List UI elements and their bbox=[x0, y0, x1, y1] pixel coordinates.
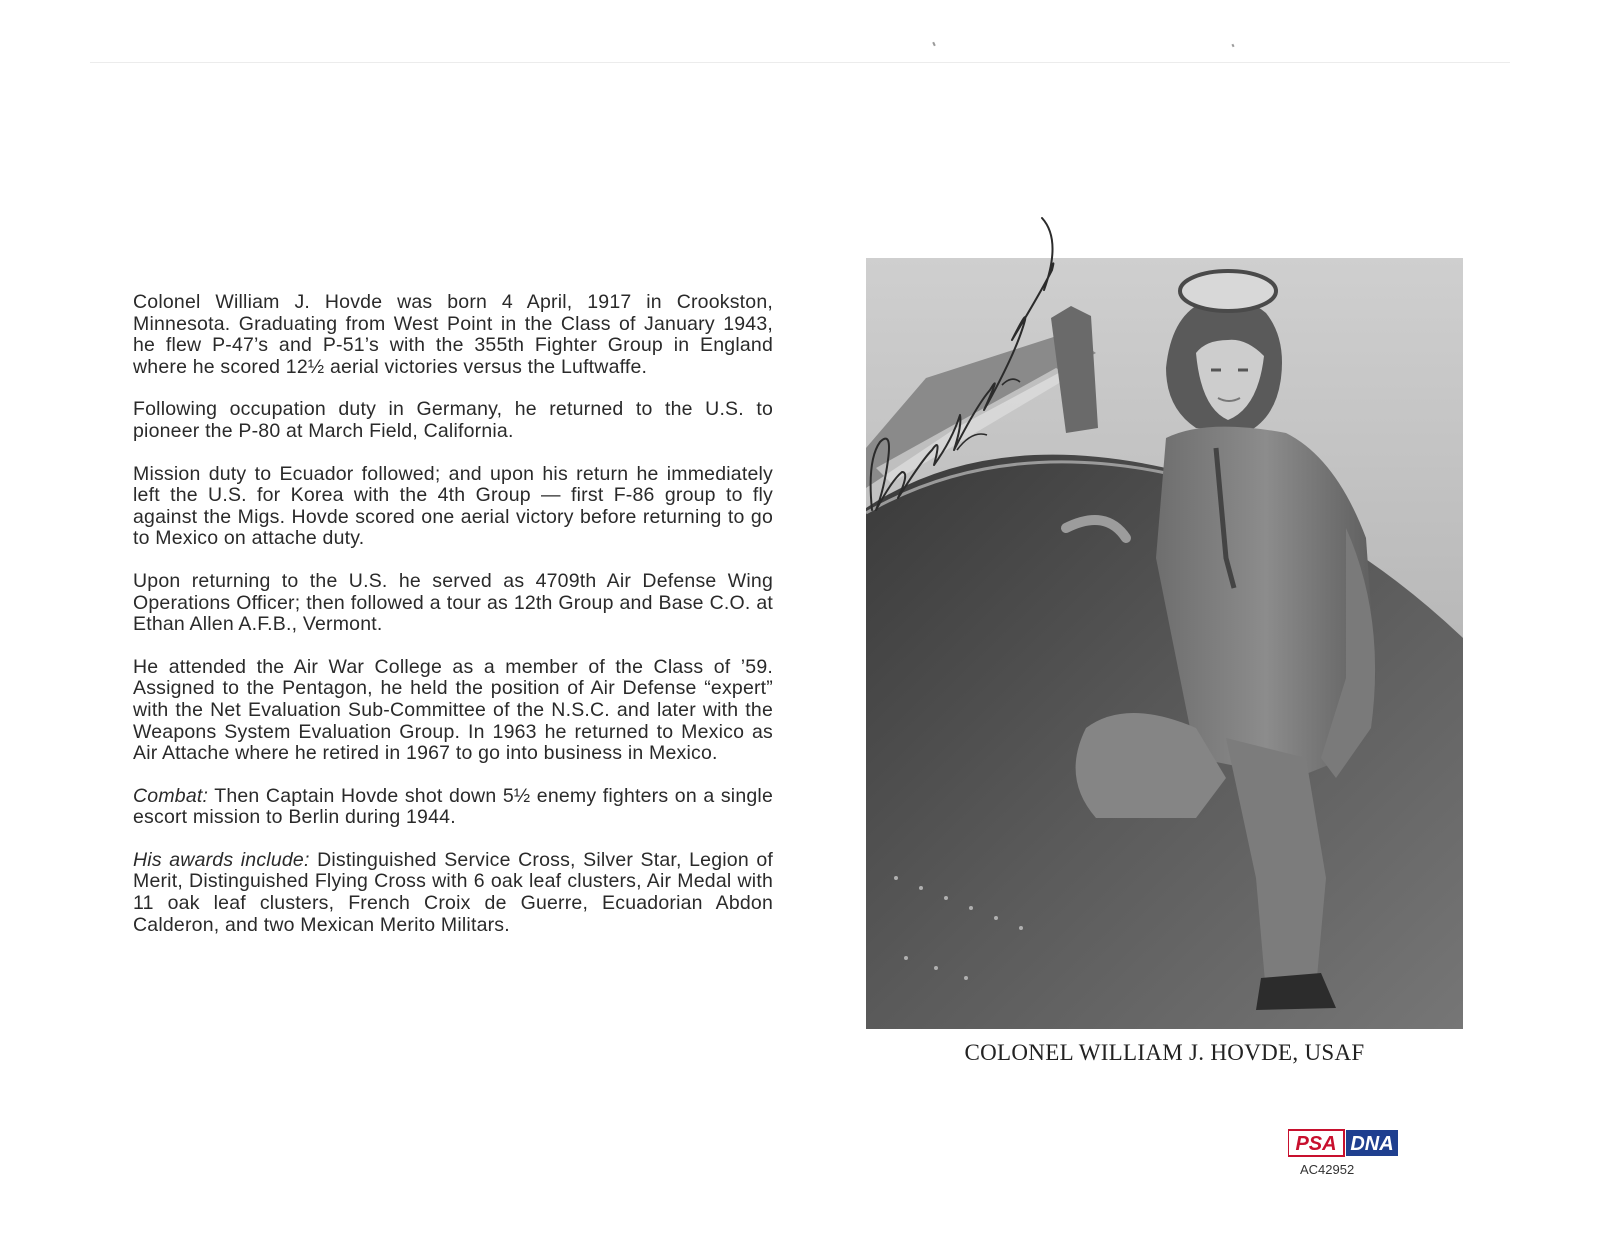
combat-lead: Combat: bbox=[133, 784, 209, 807]
bio-paragraph-3-text: Mission duty to Ecuador followed; and upon his return he immediately left the U.S. for Korea with the 4th Group — first F-86 group to fly against the Migs. Hovde scored one aerial victory before returning to go to Mexico on attache duty. bbox=[133, 462, 773, 550]
photo-caption: COLONEL WILLIAM J. HOVDE, USAF bbox=[964, 1040, 1365, 1065]
bio-paragraph-1 bbox=[133, 292, 773, 378]
dna-logo-text: DNA bbox=[1350, 1133, 1394, 1155]
bio-paragraph-combat bbox=[133, 786, 773, 829]
authentication-code: AC42952 bbox=[1300, 1162, 1355, 1177]
bio-paragraph-4-text: Upon returning to the U.S. he served as 4709th Air Defense Wing Operations Officer; then followed a tour as 12th Group and Base C.O. at Ethan Allen A.F.B., Vermont. bbox=[133, 569, 773, 636]
psa-logo-text: PSA bbox=[1295, 1133, 1337, 1155]
combat-text: Then Captain Hovde shot down 5½ enemy fighters on a single escort mission to Berlin during 1944. bbox=[133, 784, 773, 829]
paper-speck bbox=[932, 42, 936, 46]
bio-paragraph-1-text: Colonel William J. Hovde was born 4 April, 1917 in Crookston, Minnesota. Graduating from West Point in the Class of January 1943, he flew P-47’s and P-51’s with the 355th Fighter Group in England where he scored 12½ aerial victories versus the Luftwaffe. bbox=[133, 291, 773, 378]
bio-paragraph-4 bbox=[133, 571, 773, 636]
paper-speck bbox=[1231, 44, 1234, 48]
biography-text bbox=[133, 292, 773, 957]
bio-paragraph-2-text: Following occupation duty in Germany, he returned to the U.S. to pioneer the P-80 at March Field, California. bbox=[133, 398, 773, 442]
awards-text: Distinguished Service Cross, Silver Star, Legion of Merit, Distinguished Flying Cross with 6 oak leaf clusters, Air Medal with 11 oak leaf clusters, French Croix de Guerre, Ecuadorian Abdon Calderon, and two Mexican Merito Militars. bbox=[133, 848, 774, 936]
goggles bbox=[1180, 271, 1276, 311]
bio-paragraph-2 bbox=[133, 399, 773, 442]
bio-paragraph-3 bbox=[133, 464, 773, 550]
photo-illustration bbox=[866, 258, 1463, 1029]
psa-dna-authentication-sticker bbox=[1288, 1128, 1398, 1158]
bio-paragraph-5-text: He attended the Air War College as a member of the Class of ’59. Assigned to the Pentagon, he held the position of Air Defense “expert” with the Net Evaluation Sub-Committee of the N.S.C. and later with the Weapons System Evaluation Group. In 1963 he returned to Mexico as Air Attache where he retired in 1967 to go into business in Mexico. bbox=[133, 655, 773, 765]
bio-paragraph-5 bbox=[133, 657, 773, 765]
pilot-portrait-photo bbox=[866, 258, 1463, 1029]
bio-paragraph-awards bbox=[133, 850, 773, 936]
awards-lead: His awards include: bbox=[133, 848, 310, 871]
sheet-edge-line bbox=[90, 62, 1510, 63]
